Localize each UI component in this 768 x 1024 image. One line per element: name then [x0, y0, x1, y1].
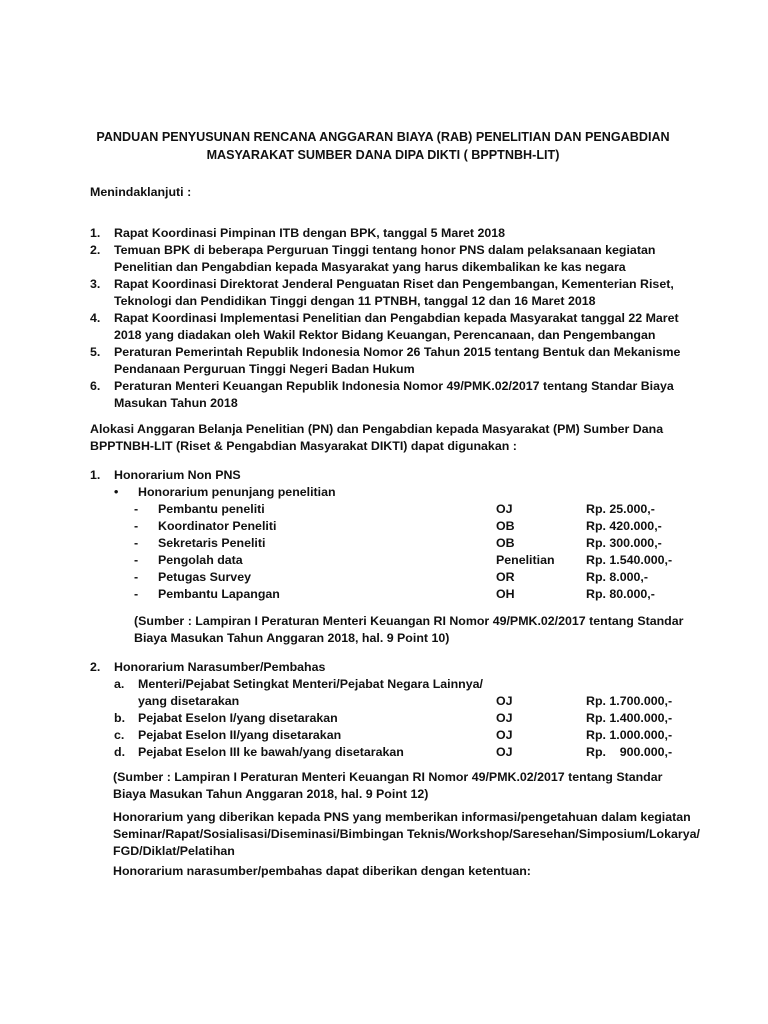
source-citation: (Sumber : Lampiran I Peraturan Menteri Keuangan RI Nomor 49/PMK.02/2017 tentang Standar Biaya Masukan Tahun Anggaran 2018, hal. 9 Point 12): [113, 770, 663, 801]
dash-marker: -: [134, 570, 139, 584]
section-honorarium-non-pns: [90, 467, 690, 603]
basis-item-text: Temuan BPK di beberapa Perguruan Tinggi tentang honor PNS dalam pelaksanaan kegiatan Penelitian dan Pengabdian kepada Masyarakat yang harus dikembalikan ke kas negara: [114, 243, 656, 274]
rate-label: Pembantu peneliti: [158, 502, 265, 516]
rate-row: [90, 518, 690, 535]
rate-unit: Penelitian: [496, 553, 555, 567]
rate-label: Petugas Survey: [158, 570, 251, 584]
section-1-title: Honorarium Non PNS: [114, 468, 241, 482]
basis-item-text: Peraturan Pemerintah Republik Indonesia Nomor 26 Tahun 2015 tentang Bentuk dan Mekanisme Pendanaan Perguruan Tinggi Negeri Badan Hukum: [114, 345, 681, 376]
section-1-heading: [90, 467, 690, 484]
dash-marker: -: [134, 502, 139, 516]
rate-unit: OJ: [496, 711, 513, 725]
letter-marker: d.: [114, 745, 126, 759]
title-line-1: PANDUAN PENYUSUNAN RENCANA ANGGARAN BIAYA (RAB) PENELITIAN DAN PENGABDIAN: [96, 130, 670, 144]
intro-section: [90, 184, 690, 201]
rate-row: [90, 676, 690, 710]
basis-list: [90, 225, 690, 412]
bullet-icon: •: [114, 485, 119, 499]
letter-marker: a.: [114, 677, 125, 691]
rate-label: Sekretaris Peneliti: [158, 536, 266, 550]
rate-label: Pengolah data: [158, 553, 243, 567]
rate-label: Pejabat Eselon II/yang disetarakan: [138, 728, 342, 742]
title-line-2: MASYARAKAT SUMBER DANA DIPA DIKTI ( BPPTNBH-LIT): [206, 148, 560, 162]
dash-marker: -: [134, 536, 139, 550]
note-text: Honorarium yang diberikan kepada PNS yang memberikan informasi/pengetahuan dalam kegiatan Seminar/Rapat/Sosialisasi/Diseminasi/Bimbingan Teknis/Workshop/Saresehan/Simposium/Lokarya/ FGD/Diklat/Pelatihan: [113, 810, 700, 858]
section-2-heading: [90, 659, 690, 676]
rate-row: [90, 586, 690, 603]
basis-item-text: Rapat Koordinasi Implementasi Penelitian dan Pengabdian kepada Masyarakat tanggal 22 Maret 2018 yang diadakan oleh Wakil Rektor Bidang Keuangan, Perencanaan, dan Pengembangan: [114, 311, 679, 342]
dash-marker: -: [134, 587, 139, 601]
rate-amount: Rp. 8.000,-: [586, 570, 648, 584]
rate-amount: Rp. 300.000,-: [586, 536, 662, 550]
basis-item: [90, 310, 690, 344]
letter-marker: b.: [114, 711, 126, 725]
sub-heading: [90, 484, 690, 501]
basis-item: [90, 344, 690, 378]
rate-unit: OB: [496, 536, 515, 550]
basis-item-number: 4.: [90, 311, 101, 325]
basis-item-text: Rapat Koordinasi Pimpinan ITB dengan BPK, tanggal 5 Maret 2018: [114, 226, 506, 240]
dash-marker: -: [134, 553, 139, 567]
basis-item: [90, 378, 690, 412]
allocation-text: Alokasi Anggaran Belanja Penelitian (PN) dan Pengabdian kepada Masyarakat (PM) Sumber Dana BPPTNBH-LIT (Riset & Pengabdian Masyarakat DIKTI) dapat digunakan :: [90, 422, 664, 453]
rate-label: Pejabat Eselon I/yang disetarakan: [138, 711, 338, 725]
rate-unit: OR: [496, 570, 515, 584]
section-honorarium-narasumber: [90, 659, 690, 761]
rate-row: [90, 569, 690, 586]
source-citation: (Sumber : Lampiran I Peraturan Menteri Keuangan RI Nomor 49/PMK.02/2017 tentang Standar Biaya Masukan Tahun Anggaran 2018, hal. 9 Point 10): [134, 614, 684, 645]
sub-heading-text: Honorarium penunjang penelitian: [138, 485, 336, 499]
section-2-number: 2.: [90, 660, 101, 674]
rate-amount: Rp. 25.000,-: [586, 502, 655, 516]
rate-unit: OJ: [496, 745, 513, 759]
rate-label: yang disetarakan: [138, 694, 240, 708]
allocation-paragraph: [90, 421, 690, 455]
rate-unit: OJ: [496, 728, 513, 742]
intro-heading: Menindaklanjuti :: [90, 185, 192, 199]
rate-amount: Rp. 1.700.000,-: [586, 694, 673, 708]
rate-amount: Rp. 420.000,-: [586, 519, 662, 533]
rate-amount: Rp. 900.000,-: [586, 745, 673, 759]
rate-unit: OB: [496, 519, 515, 533]
closing-text: Honorarium narasumber/pembahas dapat diberikan dengan ketentuan:: [113, 864, 531, 878]
rate-amount: Rp. 1.400.000,-: [586, 711, 673, 725]
rate-label: Koordinator Peneliti: [158, 519, 277, 533]
rate-label: Pembantu Lapangan: [158, 587, 280, 601]
section-2-note: [113, 809, 707, 860]
section-2-closing: [113, 863, 713, 880]
rate-row: [90, 501, 690, 518]
basis-item-number: 3.: [90, 277, 101, 291]
basis-item-text: Rapat Koordinasi Direktorat Jenderal Penguatan Riset dan Pengembangan, Kementerian Riset, Teknologi dan Pendidikan Tinggi dengan 11 PTNBH, tanggal 12 dan 16 Maret 2018: [114, 277, 674, 308]
rate-row: [90, 552, 690, 569]
letter-marker: c.: [114, 728, 125, 742]
basis-item: [90, 225, 690, 242]
document-title: [90, 128, 676, 164]
rate-row: [90, 744, 690, 761]
rate-amount: Rp. 1.540.000,-: [586, 553, 673, 567]
rate-table-2: [90, 676, 690, 761]
section-2-title: Honorarium Narasumber/Pembahas: [114, 660, 326, 674]
basis-item: [90, 276, 690, 310]
basis-item-number: 1.: [90, 226, 101, 240]
section-2-source: [113, 769, 693, 803]
section-1-source: [134, 613, 694, 647]
rate-label-line-1: Menteri/Pejabat Setingkat Menteri/Pejabat Negara Lainnya/: [138, 677, 483, 691]
basis-item: [90, 242, 690, 276]
rate-table-1: [90, 501, 690, 603]
basis-item-text: Peraturan Menteri Keuangan Republik Indonesia Nomor 49/PMK.02/2017 tentang Standar Biaya Masukan Tahun 2018: [114, 379, 674, 410]
rate-unit: OJ: [496, 502, 513, 516]
rate-label: Pejabat Eselon III ke bawah/yang disetarakan: [138, 745, 404, 759]
rate-unit: OH: [496, 587, 515, 601]
rate-row: [90, 710, 690, 727]
basis-item-number: 5.: [90, 345, 101, 359]
basis-item-number: 6.: [90, 379, 101, 393]
rate-amount: Rp. 80.000,-: [586, 587, 655, 601]
rate-unit: OJ: [496, 694, 513, 708]
dash-marker: -: [134, 519, 139, 533]
rate-row: [90, 535, 690, 552]
section-1-number: 1.: [90, 468, 101, 482]
basis-item-number: 2.: [90, 243, 101, 257]
rate-amount: Rp. 1.000.000,-: [586, 728, 673, 742]
rate-row: [90, 727, 690, 744]
